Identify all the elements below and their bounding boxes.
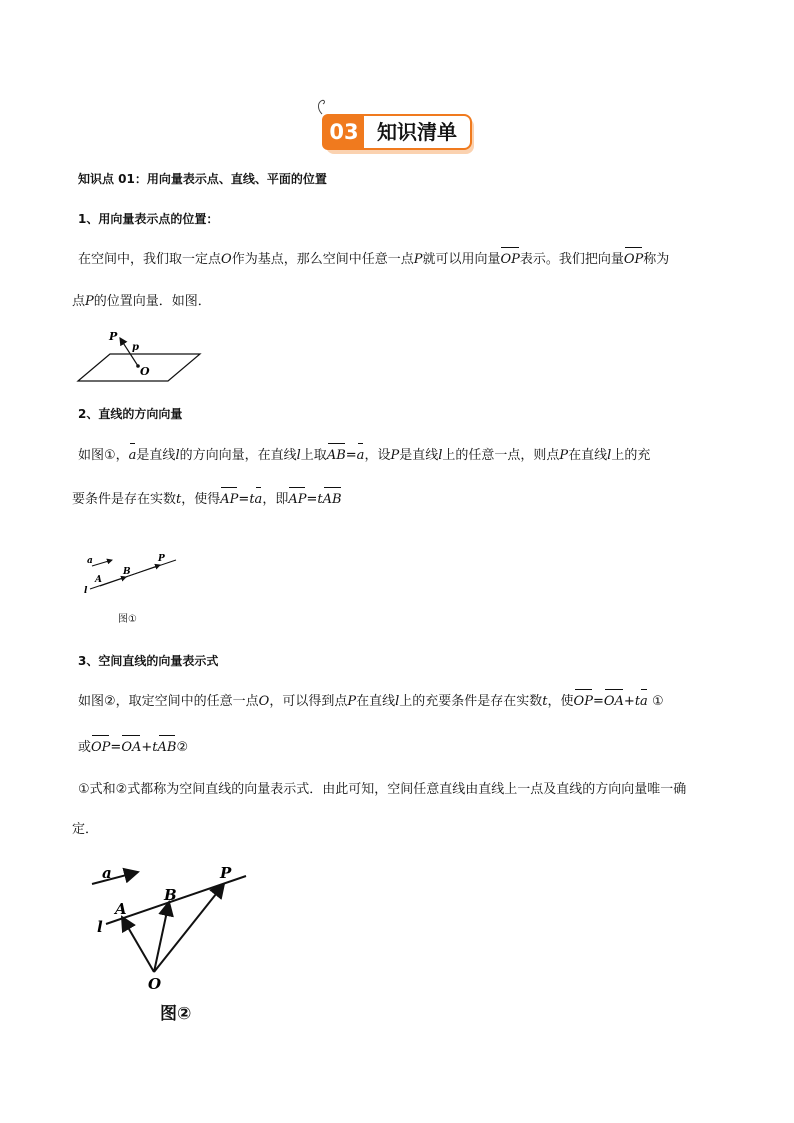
vector-AP: AP [220,490,238,510]
text: ，可以得到点 [269,694,348,709]
vector-a: a [357,446,365,466]
label-B: B [123,567,131,577]
text: 是直线 [136,448,176,463]
formula-mark-2: ② [176,740,189,755]
label-l: l [97,918,103,936]
section1-line1 [78,250,738,270]
figure-position-vector [74,328,206,386]
label-P: P [158,554,165,564]
equals: = [306,492,318,507]
section2-heading: 2、直线的方向向量 [78,407,183,421]
plane-shape [78,354,200,381]
text: 如图①， [78,448,129,463]
equals: = [238,492,250,507]
vector-AB: AB [323,490,342,510]
text: 上取 [300,448,327,463]
plus: + [623,694,635,709]
text: 作为基点，那么空间中任意一点 [231,252,414,267]
label-A: A [95,575,102,585]
var-P: P [347,694,357,709]
text: ，即 [262,492,289,507]
var-P: P [559,448,569,463]
var-l: l [296,448,301,463]
var-t: t [152,740,158,755]
badge-number: 03 [322,114,366,150]
var-l: l [175,448,180,463]
text: 上的充要条件是存在实数 [399,694,543,709]
section2-line1 [78,446,738,466]
text: 上的任意一点，则点 [442,448,560,463]
vector-OP: OP [624,250,643,270]
text: 表示。我们把向量 [519,252,624,267]
vector-a: a [255,490,263,510]
vector-AB: AB [158,738,177,758]
label-P: P [109,330,118,343]
text: 的方向向量，在直线 [179,448,297,463]
vector-a: a [129,446,137,466]
equals: = [592,694,604,709]
vector-OA: OA [604,692,624,712]
vector-OP: OP [574,692,593,712]
text: 就可以用向量 [422,252,501,267]
var-P: P [390,448,400,463]
section3-heading: 3、空间直线的向量表示式 [78,654,219,668]
var-t: t [176,492,182,507]
section2-line2 [72,490,342,510]
label-p: p [132,342,139,353]
formula-mark-1: ① [651,694,664,709]
text: 的位置向量．如图． [93,294,211,309]
text: ，使 [547,694,574,709]
knowledge-point-title: 知识点 01：用向量表示点、直线、平面的位置 [78,172,327,186]
vector-BP-arrow [126,565,160,577]
label-A: A [115,900,127,918]
figure-2-caption: 图② [160,1004,192,1024]
text: 称为 [643,252,670,267]
badge-title: 知识清单 [364,114,472,150]
text: 要条件是存在实数 [72,492,177,507]
label-O: O [140,365,150,378]
var-t: t [542,694,548,709]
equals: = [110,740,122,755]
var-l: l [607,448,612,463]
var-t: t [317,492,323,507]
vector-a-arrow [92,872,138,884]
plus: + [141,740,153,755]
label-B: B [164,886,177,904]
var-O: O [258,694,270,709]
section1-heading: 1、用向量表示点的位置： [78,212,219,226]
vector-OA-arrow [122,917,154,972]
vector-a: a [640,692,648,712]
text: 在空间中，我们取一定点 [78,252,222,267]
figure-1-caption: 图① [118,614,137,625]
text: 是直线 [399,448,439,463]
var-l: l [395,694,400,709]
section3-line2 [78,738,188,758]
vector-OP: OP [500,250,519,270]
equals: = [345,448,357,463]
badge-swirl-icon [314,98,330,116]
section1-line2 [72,292,211,312]
section-badge [322,112,474,152]
vector-OA: OA [121,738,141,758]
label-a: a [102,864,112,882]
var-t: t [249,492,255,507]
vector-AP: AP [288,490,306,510]
label-l: l [84,586,88,596]
text: ，设 [364,448,391,463]
section3-line4: 定． [72,822,99,837]
var-l: l [438,448,443,463]
text: 点 [72,294,86,309]
var-P: P [413,252,423,267]
label-O: O [148,975,162,993]
text: 如图②，取定空间中的任意一点 [78,694,259,709]
text: ，使得 [181,492,221,507]
text: 上的充 [611,448,651,463]
vector-a-arrow [92,560,112,566]
text: 在直线 [568,448,608,463]
label-a: a [87,556,93,566]
section3-line3: ①式和②式都称为空间直线的向量表示式．由此可知，空间任意直线由直线上一点及直线的方向向量唯一确 [78,782,687,797]
figure-2-line-representation [88,860,260,996]
text: 或 [78,740,92,755]
vector-AB-arrow [100,577,126,586]
text: 在直线 [356,694,396,709]
var-P: P [85,294,94,309]
vector-OP: OP [91,738,110,758]
vector-AB: AB [327,446,346,466]
section3-line1 [78,692,738,712]
var-t: t [634,694,641,709]
var-O: O [221,252,232,267]
label-P: P [220,864,232,882]
